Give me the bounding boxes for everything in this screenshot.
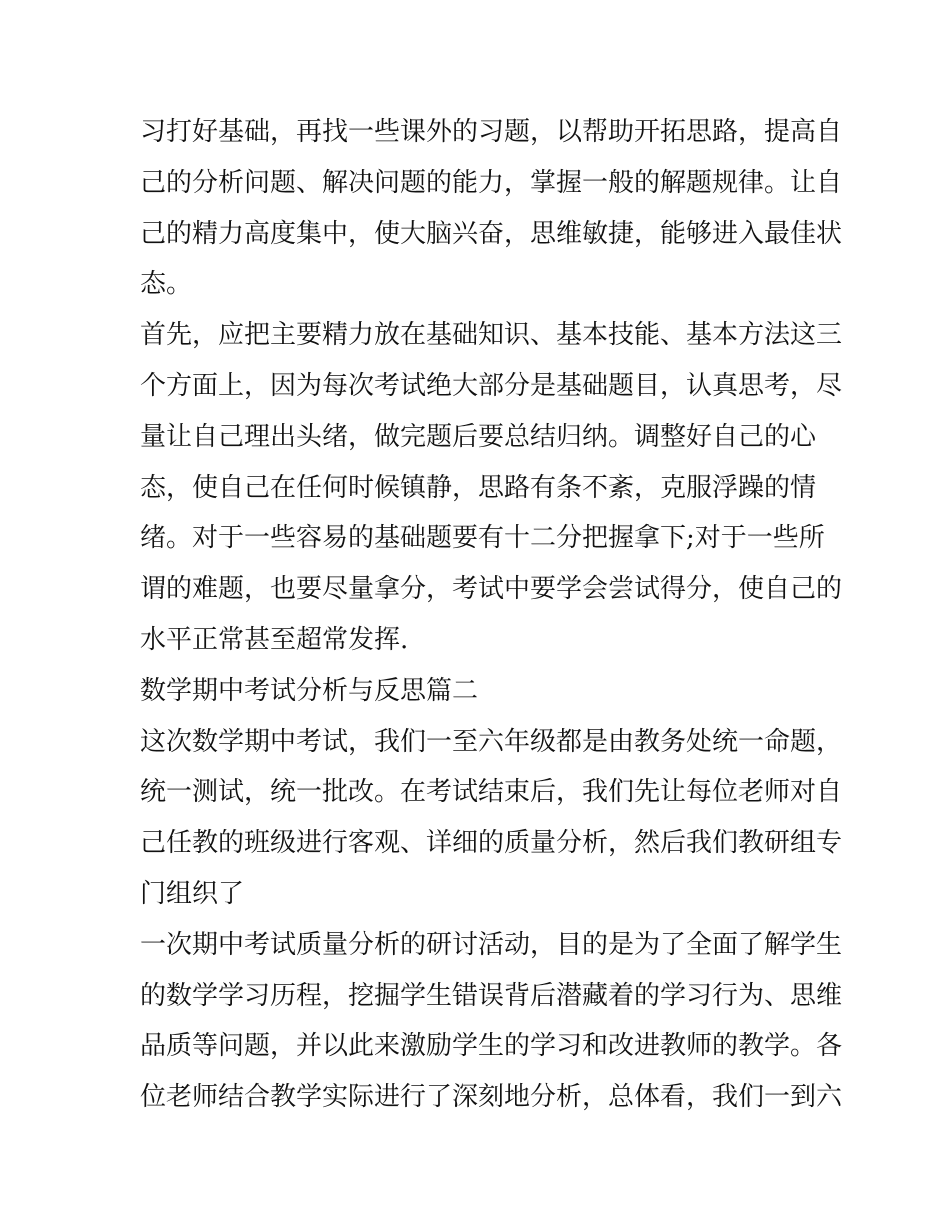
text-line: 己的分析问题、解决问题的能力，掌握一般的解题规律。让自 [140, 167, 843, 198]
text-line: 品质等问题，并以此来激励学生的学习和改进教师的教学。各 [140, 1031, 843, 1062]
text-line: 位老师结合教学实际进行了深刻地分析，总体看，我们一到六 [140, 1082, 843, 1113]
text-line: 己的精力高度集中，使大脑兴奋，思维敏捷，能够进入最佳状 [140, 218, 843, 249]
body-text [140, 107, 843, 1123]
text-line: 习打好基础，再找一些课外的习题，以帮助开拓思路，提高自 [140, 117, 843, 147]
text-line: 的数学学习历程，挖掘学生错误背后潜藏着的学习行为、思维 [140, 980, 843, 1011]
text-line: 量让自己理出头绪，做完题后要总结归纳。调整好自己的心 [140, 421, 817, 452]
text-line: 一次期中考试质量分析的研讨活动，目的是为了全面了解学生 [140, 929, 843, 960]
text-line: 这次数学期中考试，我们一至六年级都是由教务处统一命题， [140, 726, 843, 757]
text-line: 门组织了 [140, 878, 245, 909]
text-line: 首先，应把主要精力放在基础知识、基本技能、基本方法这三 [140, 320, 843, 351]
text-line: 态，使自己在任何时候镇静，思路有条不紊，克服浮躁的情 [140, 472, 817, 503]
text-line: 统一测试，统一批改。在考试结束后，我们先让每位老师对自 [140, 777, 843, 808]
text-line: 态。 [140, 269, 193, 300]
text-line: 谓的难题，也要尽量拿分，考试中要学会尝试得分，使自己的 [140, 574, 843, 605]
text-line: 个方面上，因为每次考试绝大部分是基础题目，认真思考，尽 [140, 370, 843, 401]
section-heading: 数学期中考试分析与反思篇二 [140, 675, 479, 706]
text-line: 水平正常甚至超常发挥. [140, 624, 409, 655]
text-line: 己任教的班级进行客观、详细的质量分析，然后我们教研组专 [140, 828, 843, 859]
text-line: 绪。对于一些容易的基础题要有十二分把握拿下;对于一些所 [140, 523, 825, 554]
